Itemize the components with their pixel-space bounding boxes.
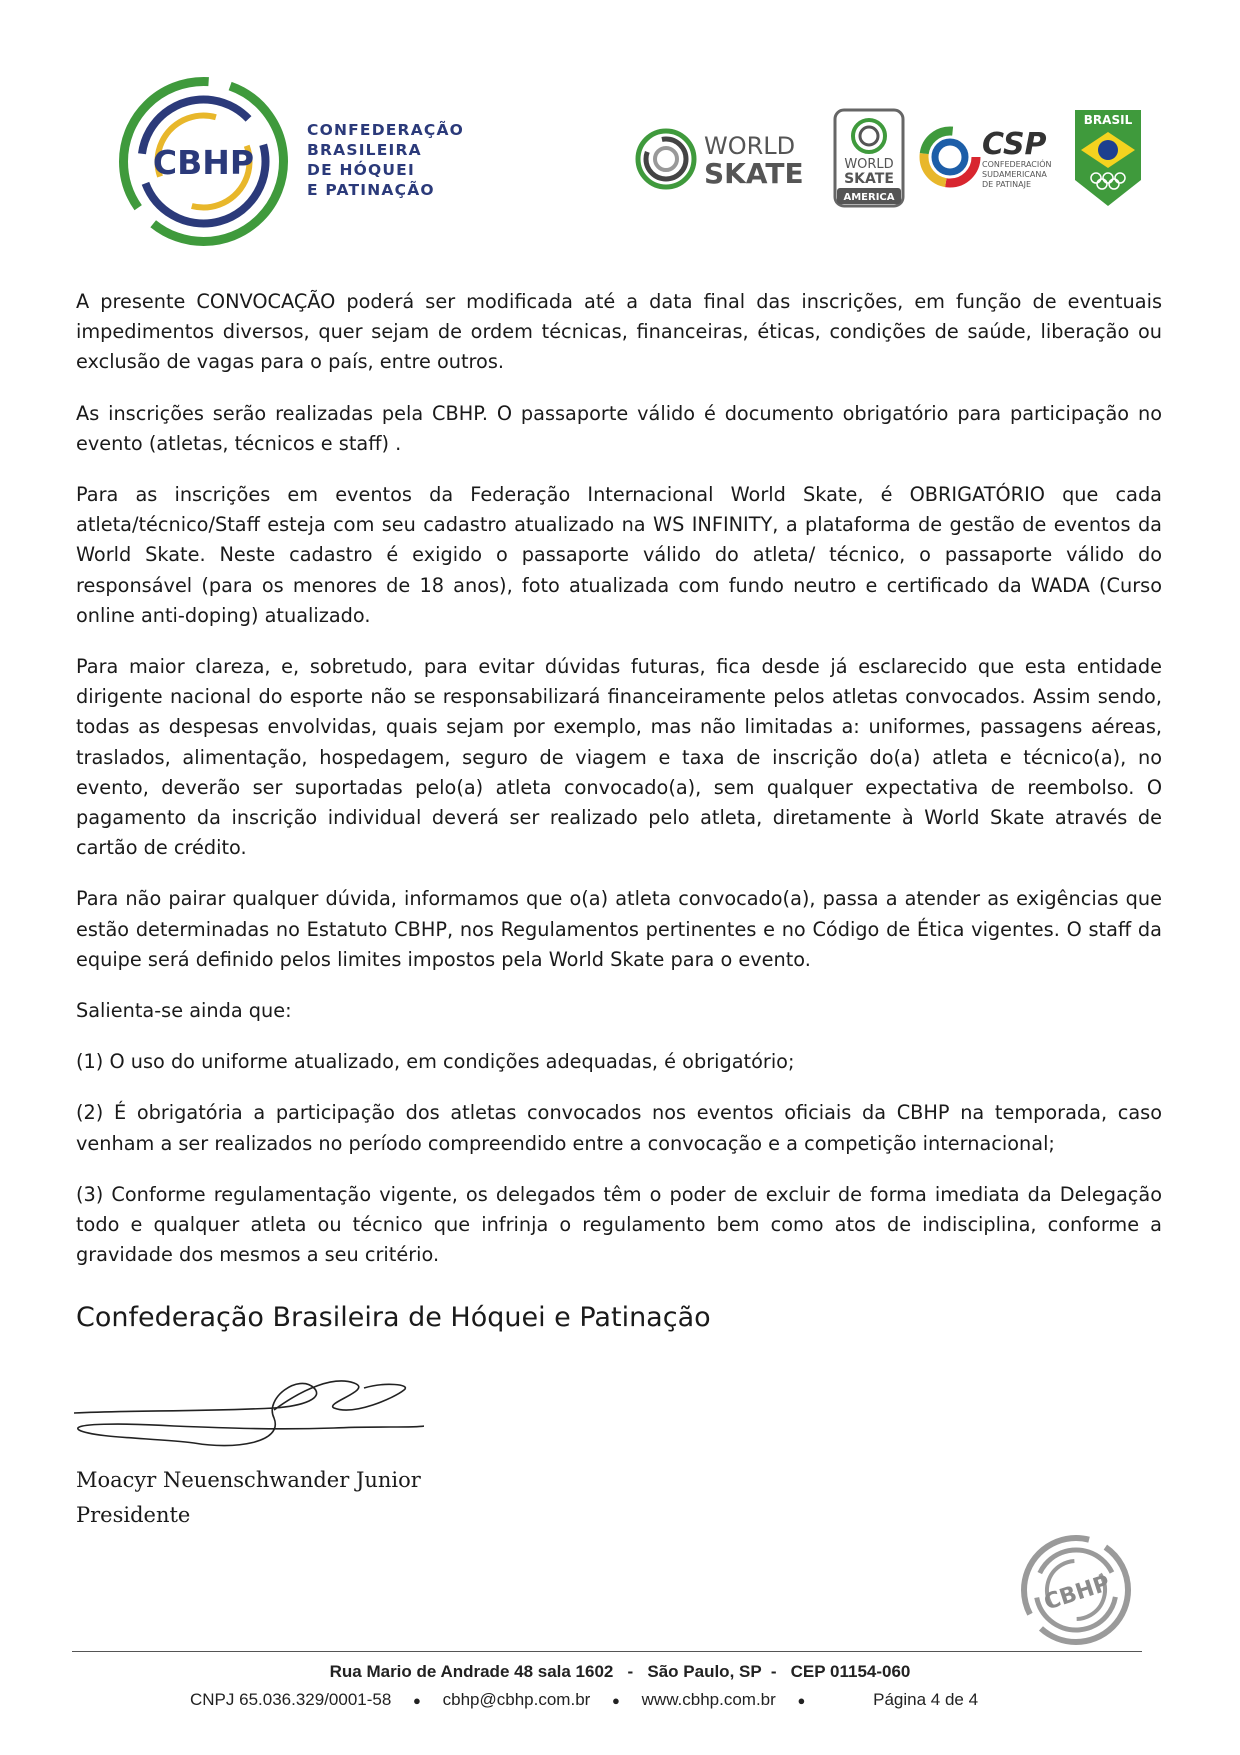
cbhp-name-line: E PATINAÇÃO	[307, 181, 435, 199]
csp-logo	[918, 118, 1058, 196]
svg-text:SKATE: SKATE	[844, 171, 894, 187]
signer-block	[76, 1463, 421, 1533]
footer-contact	[190, 1690, 1090, 1710]
signer-title: Presidente	[76, 1503, 191, 1527]
footer-divider	[72, 1651, 1142, 1652]
svg-text:AMERICA: AMERICA	[843, 192, 895, 203]
svg-text:CBHP: CBHP	[1041, 1571, 1114, 1616]
bullet-separator: ●	[612, 1693, 620, 1708]
paragraph: A presente CONVOCAÇÃO poderá ser modificada até a data final das inscrições, em função de eventuais impedimentos diversos, quer sejam de ordem técnicas, financeiras, éticas, condições de saúde, liberação ou exclusão de vagas para o país, entre outros.	[76, 290, 1162, 374]
cbhp-logo	[116, 74, 291, 249]
world-skate-logo	[632, 124, 822, 194]
svg-text:SUDAMERICANA: SUDAMERICANA	[982, 170, 1047, 179]
list-item: (2) É obrigatória a participação dos atletas convocados nos eventos oficiais da CBHP na temporada, caso venham a ser realizados no período compreendido entre a convocação e a competição internacional;	[76, 1101, 1162, 1155]
cbhp-name-line: BRASILEIRA	[307, 141, 422, 159]
svg-text:BRASIL: BRASIL	[1083, 113, 1133, 127]
paragraph: Para maior clareza, e, sobretudo, para evitar dúvidas futuras, fica desde já esclarecido que esta entidade dirigente nacional do esporte não se responsabilizará financeiramente pelos atletas convocados. Assim sendo, todas as despesas envolvidas, quais sejam por exemplo, mas não limitadas a: uniformes, passagens aéreas, traslados, alimentação, hospedagem, seguro de viagem e taxa de inscrição do(a) atleta e técnico(a), no evento, deverão ser suportadas pelo(a) atleta convocado(a), sem qualquer expectativa de reembolso. O pagamento da inscrição individual deverá ser realizado pelo atleta, diretamente à World Skate através de cartão de crédito.	[76, 655, 1162, 860]
svg-text:CONFEDERACIÓN: CONFEDERACIÓN	[982, 160, 1052, 169]
paragraph: Para não pairar qualquer dúvida, informamos que o(a) atleta convocado(a), passa a atender as exigências que estão determinadas no Estatuto CBHP, nos Regulamentos pertinentes e no Código de Ética vigentes. O staff da equipe será definido pelos limites impostos pela World Skate para o evento.	[76, 887, 1162, 971]
bullet-separator: ●	[413, 1693, 421, 1708]
brasil-olympic-logo	[1073, 108, 1143, 208]
page-number: Página 4 de 4	[873, 1690, 979, 1709]
svg-text:WORLD: WORLD	[844, 157, 894, 172]
footer-cnpj: CNPJ 65.036.329/0001-58	[190, 1690, 392, 1709]
svg-text:DE PATINAJE: DE PATINAJE	[982, 180, 1032, 189]
signature	[74, 1368, 424, 1448]
cbhp-name-line: CONFEDERAÇÃO	[307, 121, 465, 139]
svg-text:CSP: CSP	[982, 127, 1047, 162]
signer-name: Moacyr Neuenschwander Junior	[76, 1468, 421, 1492]
world-skate-america-logo	[833, 108, 905, 208]
footer-website[interactable]: www.cbhp.com.br	[641, 1690, 776, 1709]
paragraph: Para as inscrições em eventos da Federação Internacional World Skate, é OBRIGATÓRIO que cada atleta/técnico/Staff esteja com seu cadastro atualizado na WS INFINITY, a plataforma de gestão de eventos da World Skate. Neste cadastro é exigido o passaporte válido do atleta/ técnico, o passaporte válido do responsável (para os menores de 18 anos), foto atualizada com fundo neutro e certificado da WADA (Curso online anti-doping) atualizado.	[76, 483, 1162, 627]
cbhp-name-line: DE HÓQUEI	[307, 161, 415, 179]
paragraph: As inscrições serão realizadas pela CBHP. O passaporte válido é documento obrigatório para participação no evento (atletas, técnicos e staff) .	[76, 401, 1162, 455]
svg-text:SKATE: SKATE	[704, 157, 804, 190]
organization-name: Confederação Brasileira de Hóquei e Patinação	[76, 1302, 711, 1333]
svg-text:WORLD: WORLD	[704, 132, 796, 160]
cbhp-full-name	[307, 120, 464, 200]
list-item: (1) O uso do uniforme atualizado, em condições adequadas, é obrigatório;	[76, 1050, 795, 1074]
footer-email[interactable]: cbhp@cbhp.com.br	[442, 1690, 591, 1709]
list-item: (3) Conforme regulamentação vigente, os delegados têm o poder de excluir de forma imediata da Delegação todo e qualquer atleta ou técnico que infrinja o regulamento bem como atos de indisciplina, conforme a gravidade dos mesmos a seu critério.	[76, 1182, 1162, 1267]
document-body	[76, 287, 1162, 1270]
bullet-separator: ●	[797, 1693, 806, 1708]
cbhp-stamp-logo	[1018, 1532, 1134, 1648]
cbhp-logo-text: CBHP	[152, 143, 255, 182]
footer-address: Rua Mario de Andrade 48 sala 1602 - São Paulo, SP - CEP 01154-060	[329, 1662, 911, 1681]
paragraph: Salienta-se ainda que:	[76, 999, 292, 1023]
